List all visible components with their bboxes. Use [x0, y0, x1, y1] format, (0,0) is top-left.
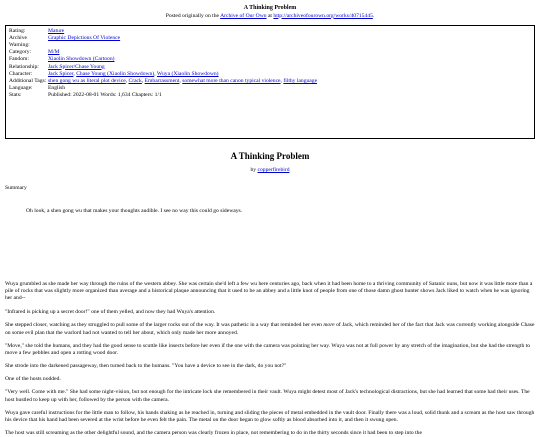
category-link[interactable]: M/M [48, 49, 60, 56]
paragraph-text: She stepped closer, watching as they struggled to pull some of the larger rocks out of the way. It was pathetic in a way that reminded her even [5, 322, 324, 329]
character-link[interactable]: Jack Spicer [48, 70, 74, 77]
relationship-link[interactable]: Jack Spicer/Chase Young [48, 63, 105, 70]
tag-link[interactable]: somewhat more than canon typical violence [182, 77, 281, 84]
meta-relationship [9, 64, 531, 71]
rating-link[interactable]: Mature [48, 27, 65, 34]
by-prefix: by [250, 167, 258, 174]
byline [0, 167, 540, 174]
story-paragraph: Wuya gave careful instructions for the little man to follow, his hands shaking as he reached in, turning and sliding the pieces of metal embedded in the vault door. Finally there was a loud, solid thunk and a scream as the host saw through his device that his hand had been severed at the wrist before he even felt the pain. The metal on the door began to glow softly as blood absorbed into it, and then it swung open. [5, 409, 535, 423]
tag-link[interactable]: filthy language [283, 77, 318, 84]
download-header [0, 0, 540, 20]
posted-line [0, 13, 540, 20]
language-value: English [48, 85, 66, 92]
character-link[interactable]: Chase Young (Xiaolin Showdown) [76, 70, 155, 77]
chapter-body [5, 281, 535, 437]
meta-tags: Additional Tags: shen gong wu as literal plot device, Crack, Embarrassment, somewhat more than canon typical violence, filthy language [9, 77, 318, 84]
meta-key: Stats: [9, 92, 22, 99]
meta-key: Relationship: [9, 63, 39, 70]
header-title: A Thinking Problem [243, 5, 297, 11]
story-paragraph: "Move," she told the humans, and they had the good sense to scuttle like insects before her even if the one with the camera was pointing her way. Wuya was not at full power by any stretch of the imagination, but she had the strength to move a few pebbles and open a rotting wood door. [5, 342, 531, 356]
tag-link[interactable]: Crack [128, 77, 142, 84]
author-link[interactable]: copperfirebird [257, 167, 290, 174]
fandom-link[interactable]: Xiaolin Showdown (Cartoon) [48, 56, 115, 63]
meta-key: Language: [9, 85, 33, 92]
work-url-link[interactable]: http://archiveofourown.org/works/40715445 [273, 12, 373, 19]
meta-warning [9, 35, 531, 49]
archive-link[interactable]: Archive of Our Own [220, 12, 267, 19]
summary-text: Oh look, a shen gong wu that makes your thoughts audible. I see no way this could go sideways. [26, 207, 243, 214]
meta-character: Character: Jack Spicer, Chase Young (Xiaolin Showdown), Wuya (Xiaolin Showdown) [9, 70, 219, 77]
work-title: A Thinking Problem [230, 150, 310, 161]
story-paragraph: "Very well. Come with me." She had some night-vision, but not enough for the intricate lock she remembered in their vault. Wuya might detest most of Jack's technological distractions, but she had learned that some had their uses. The host hustled to keep up with her, followed by the person with the camera. [5, 389, 530, 403]
summary-heading: Summary [5, 184, 27, 191]
story-paragraph: The host was still screaming as the other delightful sound, and the camera person was clearly frozen in place, not remembering to do in the thirty seconds since it had been to step into the [5, 430, 422, 436]
meta-key: Category: [9, 49, 32, 56]
at-text: at [266, 12, 274, 19]
meta-fandom [9, 56, 531, 63]
story-paragraph: "Infrared is picking up a secret door!" one of them yelled, and now they had Wuya's attention. [5, 309, 216, 316]
meta-key: Fandom: [9, 56, 29, 63]
story-paragraph: One of the hosts nodded. [5, 376, 61, 383]
story-paragraph [5, 322, 535, 336]
meta-rating [9, 28, 531, 35]
tag-link[interactable]: Embarrassment [144, 77, 180, 84]
posted-end: . [372, 12, 375, 19]
work-meta-box [5, 25, 535, 139]
meta-stats [9, 92, 531, 99]
paragraph-text: of Jack, which reminded her of the fact that Jack was currently working alongside Chase on some evil plan that the warlord had not wanted to tell her about, which only made her more annoyed. [5, 322, 535, 336]
character-link[interactable]: Wuya (Xiaolin Showdown) [156, 70, 219, 77]
meta-key: Additional Tags: [9, 77, 47, 84]
stats-value: Published: 2022-08-01 Words: 1,634 Chapters: 1/1 [48, 92, 162, 99]
meta-key: Character: [9, 70, 33, 77]
emphasis-text: more [323, 322, 335, 329]
story-paragraph: Wuya grumbled as she made her way through the ruins of the western abbey. She was certain she'd left a few wu here centuries ago, back when it had been home to a thriving community of Satanic nuns, but now it was little more than a pile of rocks that was slightly more organized than average and a historical plaque announcing that it used to be an abbey and a little knot of people from one of those damn ghost hunter shows Jack liked to watch when he was ignoring her and-- [5, 280, 533, 302]
posted-prefix: Posted originally on the [165, 12, 221, 19]
story-paragraph: She strode into the darkened passageway, then turned back to the humans. "You have a device to see in the dark, do you not?" [5, 363, 287, 370]
meta-language [9, 85, 531, 92]
tag-link[interactable]: shen gong wu as literal plot device [48, 77, 126, 84]
meta-key: Rating: [9, 27, 26, 34]
meta-key: Archive Warning: [9, 34, 30, 49]
warning-link[interactable]: Graphic Depictions Of Violence [48, 34, 121, 41]
